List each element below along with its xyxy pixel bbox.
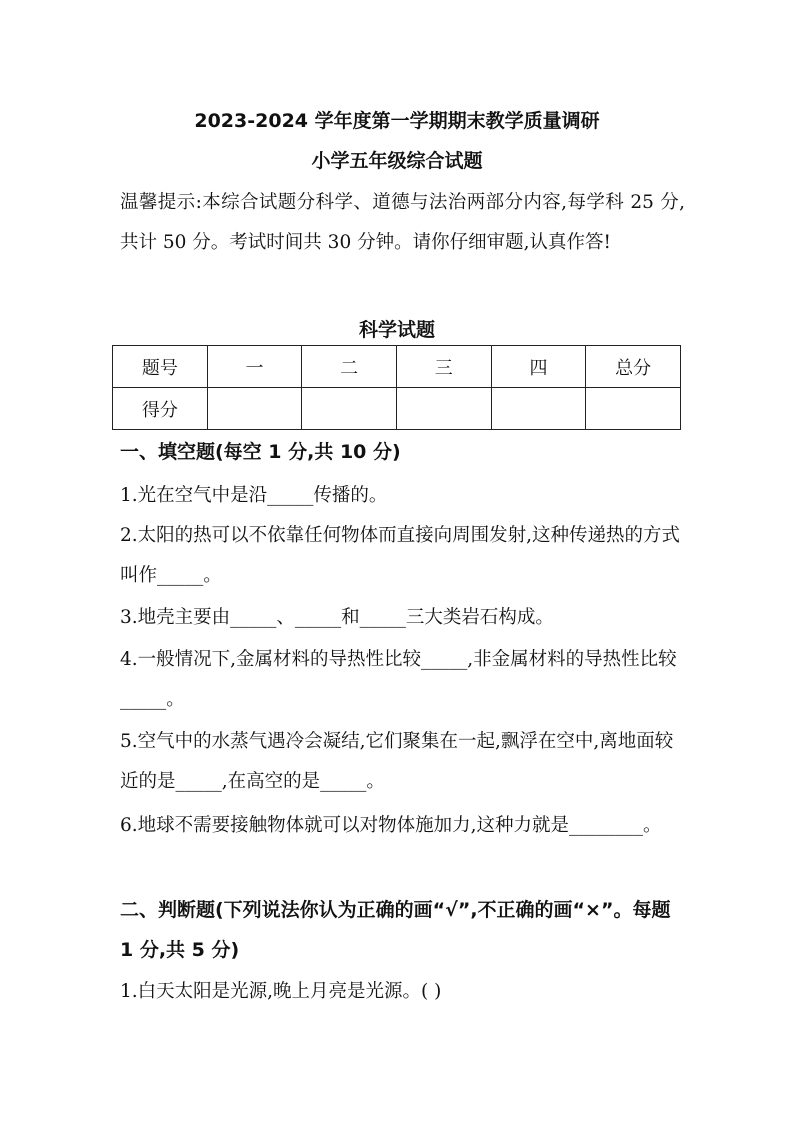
table-cell: 一 — [207, 346, 302, 388]
section-heading-fill-blank: 一、填空题(每空 1 分,共 10 分) — [120, 441, 401, 463]
science-title: 科学试题 — [358, 319, 435, 341]
score-cell — [207, 388, 302, 430]
question-item: 6.地球不需要接触物体就可以对物体施加力,这种力就是________。 — [120, 815, 662, 836]
question-item: 1.白天太阳是光源,晚上月亮是光源。( ) — [120, 981, 442, 1002]
score-cell — [302, 388, 397, 430]
score-table-header-row — [113, 346, 681, 388]
table-cell: 总分 — [586, 346, 681, 388]
notice-text: 温馨提示:本综合试题分科学、道德与法治两部分内容,每学科 25 分,共计 50 分。考试时间共 30 分钟。请你仔细审题,认真作答! — [120, 192, 685, 253]
question-item: 4.一般情况下,金属材料的导热性比较_____,非金属材料的导热性比较_____。 — [120, 649, 677, 710]
table-cell: 得分 — [113, 388, 208, 430]
table-cell: 二 — [302, 346, 397, 388]
question-item: 2.太阳的热可以不依靠任何物体而直接向周围发射,这种传递热的方式叫作_____。 — [120, 525, 681, 586]
section-heading-true-false: 二、判断题(下列说法你认为正确的画“√”,不正确的画“×”。每题 1 分,共 5 分) — [120, 899, 671, 961]
question-item: 1.光在空气中是沿_____传播的。 — [120, 485, 388, 506]
score-table-score-row — [113, 388, 681, 430]
score-cell — [396, 388, 491, 430]
table-cell: 题号 — [113, 346, 208, 388]
exam-title: 2023-2024 学年度第一学期期末教学质量调研 — [194, 110, 600, 132]
score-cell — [586, 388, 681, 430]
exam-subtitle: 小学五年级综合试题 — [311, 150, 483, 172]
table-cell: 三 — [396, 346, 491, 388]
table-cell: 四 — [491, 346, 586, 388]
question-item: 5.空气中的水蒸气遇冷会凝结,它们聚集在一起,飘浮在空中,离地面较近的是_____,在高空的是_____。 — [120, 731, 674, 792]
score-table — [112, 345, 681, 430]
question-item: 3.地壳主要由_____、_____和_____三大类岩石构成。 — [120, 607, 554, 628]
score-cell — [491, 388, 586, 430]
